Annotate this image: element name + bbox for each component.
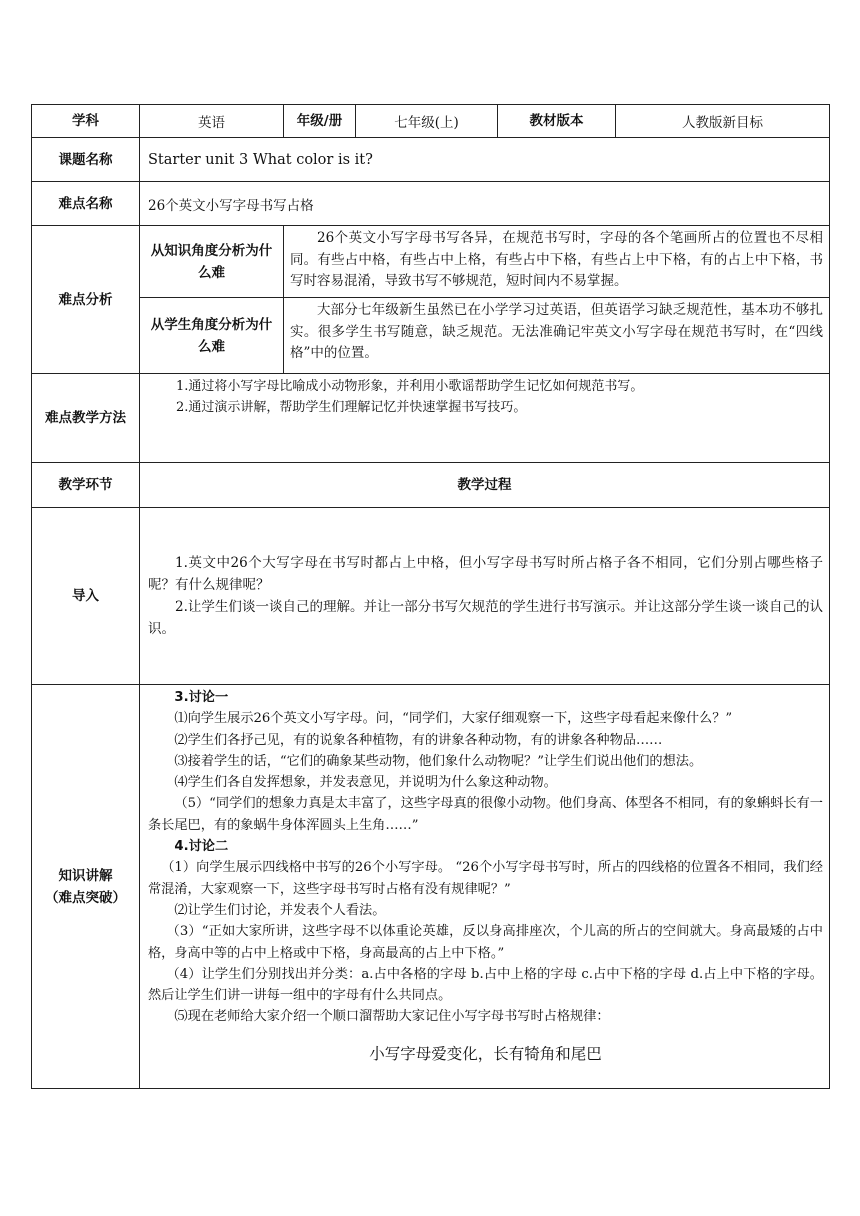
grade-label: 年级/册 xyxy=(284,105,356,138)
lesson-plan-table xyxy=(31,104,830,1089)
topic-value: Starter unit 3 What color is it? xyxy=(140,138,830,182)
method-item: 1.通过将小写字母比喻成小动物形象，并利用小歌谣帮助学生记忆如何规范书写。 xyxy=(176,379,644,394)
knowledge-angle-text: 26个英文小写字母书写各异，在规范书写时，字母的各个笔画所占的位置也不尽相同。有些占中格，有些占中上格，有些占中下格，有些占上中下格，有的占上中下格，书写时容易混淆，导致书写不够规范，短时间内不易掌握。 xyxy=(290,230,823,289)
intro-row xyxy=(32,508,830,685)
difficulty-label: 难点名称 xyxy=(32,182,140,226)
discussion1-point: ⑵学生们各抒己见，有的说象各种植物，有的讲象各种动物，有的讲象各种物品…… xyxy=(174,732,663,748)
knowledge-angle-cell xyxy=(284,226,830,298)
method-item: 2.通过演示讲解，帮助学生们理解记忆并快速掌握书写技巧。 xyxy=(176,400,527,415)
student-angle-label: 从学生角度分析为什么难 xyxy=(140,298,284,374)
intro-label: 导入 xyxy=(32,508,140,685)
student-angle-cell xyxy=(284,298,830,374)
knowledge-label xyxy=(32,685,140,1089)
subject-value: 英语 xyxy=(140,105,284,138)
analysis-student-row xyxy=(32,298,830,374)
intro-item: 1.英文中26个大写字母在书写时都占上中格，但小写字母书写时所占格子各不相同，它们分别占哪些格子呢？有什么规律呢？ xyxy=(148,555,823,593)
grade-value: 七年级(上) xyxy=(356,105,498,138)
header-row xyxy=(32,105,830,138)
difficulty-value: 26个英文小写字母书写占格 xyxy=(140,182,830,226)
process-label: 教学过程 xyxy=(140,463,830,508)
process-header-row xyxy=(32,463,830,508)
knowledge-label-line1: 知识讲解 xyxy=(58,867,113,884)
method-row xyxy=(32,374,830,463)
subject-label: 学科 xyxy=(32,105,140,138)
topic-label: 课题名称 xyxy=(32,138,140,182)
method-label: 难点教学方法 xyxy=(32,374,140,463)
intro-item: 2.让学生们谈一谈自己的理解。并让一部分书写欠规范的学生进行书写演示。并让这部分学生谈一谈自己的认识。 xyxy=(148,599,823,637)
knowledge-angle-label: 从知识角度分析为什么难 xyxy=(140,226,284,298)
stage-label: 教学环节 xyxy=(32,463,140,508)
student-angle-text: 大部分七年级新生虽然已在小学学习过英语，但英语学习缺乏规范性，基本功不够扎实。很多学生书写随意，缺乏规范。无法准确记牢英文小写字母在规范书写时，在“四线格”中的位置。 xyxy=(290,302,823,361)
edition-value: 人教版新目标 xyxy=(616,105,830,138)
discussion2-title: 4.讨论二 xyxy=(174,839,229,855)
knowledge-cell xyxy=(140,685,830,1089)
knowledge-label-line2: （难点突破） xyxy=(45,889,126,906)
discussion2-point: （3）“正如大家所讲，这些字母不以体重论英雄，反以身高排座次，个儿高的所占的空间就大。身高最矮的占中格，身高中等的占中上格或中下格，身高最高的占上中下格。” xyxy=(148,924,823,961)
discussion1-point: ⑶接着学生的话，“它们的确象某些动物，他们象什么动物呢？”让学生们说出他们的想法。 xyxy=(174,753,703,769)
rhyme-line: 小写字母爱变化，长有犄角和尾巴 xyxy=(369,1044,602,1063)
analysis-knowledge-row xyxy=(32,226,830,298)
method-cell xyxy=(140,374,830,463)
discussion2-point: （4）让学生们分别找出并分类：a.占中各格的字母 b.占中上格的字母 c.占中下格的字母 d.占上中下格的字母。然后让学生们讲一讲每一组中的字母有什么共同点。 xyxy=(148,966,823,1004)
topic-row xyxy=(32,138,830,182)
edition-label: 教材版本 xyxy=(498,105,616,138)
analysis-label: 难点分析 xyxy=(32,226,140,374)
difficulty-row xyxy=(32,182,830,226)
discussion1-point: ⑷学生们各自发挥想象，并发表意见，并说明为什么象这种动物。 xyxy=(174,775,557,791)
discussion1-title: 3.讨论一 xyxy=(174,690,229,705)
discussion2-point: ⑸现在老师给大家介绍一个顺口溜帮助大家记住小写字母书写时占格规律： xyxy=(174,1009,610,1025)
discussion1-point: ⑴向学生展示26个英文小写字母。问，“同学们，大家仔细观察一下，这些字母看起来像什么？” xyxy=(174,711,733,727)
knowledge-row xyxy=(32,685,830,1089)
discussion2-point: （1）向学生展示四线格中书写的26个小写字母。 “26个小写字母书写时，所占的四线格的位置各不相同，我们经常混淆，大家观察一下，这些字母书写时占格有没有规律呢？” xyxy=(148,860,823,897)
discussion2-point: ⑵让学生们讨论，并发表个人看法。 xyxy=(174,902,386,918)
intro-cell xyxy=(140,508,830,685)
discussion1-point: （5）“同学们的想象力真是太丰富了，这些字母真的很像小动物。他们身高、体型各不相同，有的象蝌蚪长有一条长尾巴，有的象蜗牛身体浑圆头上生角……” xyxy=(148,796,823,833)
